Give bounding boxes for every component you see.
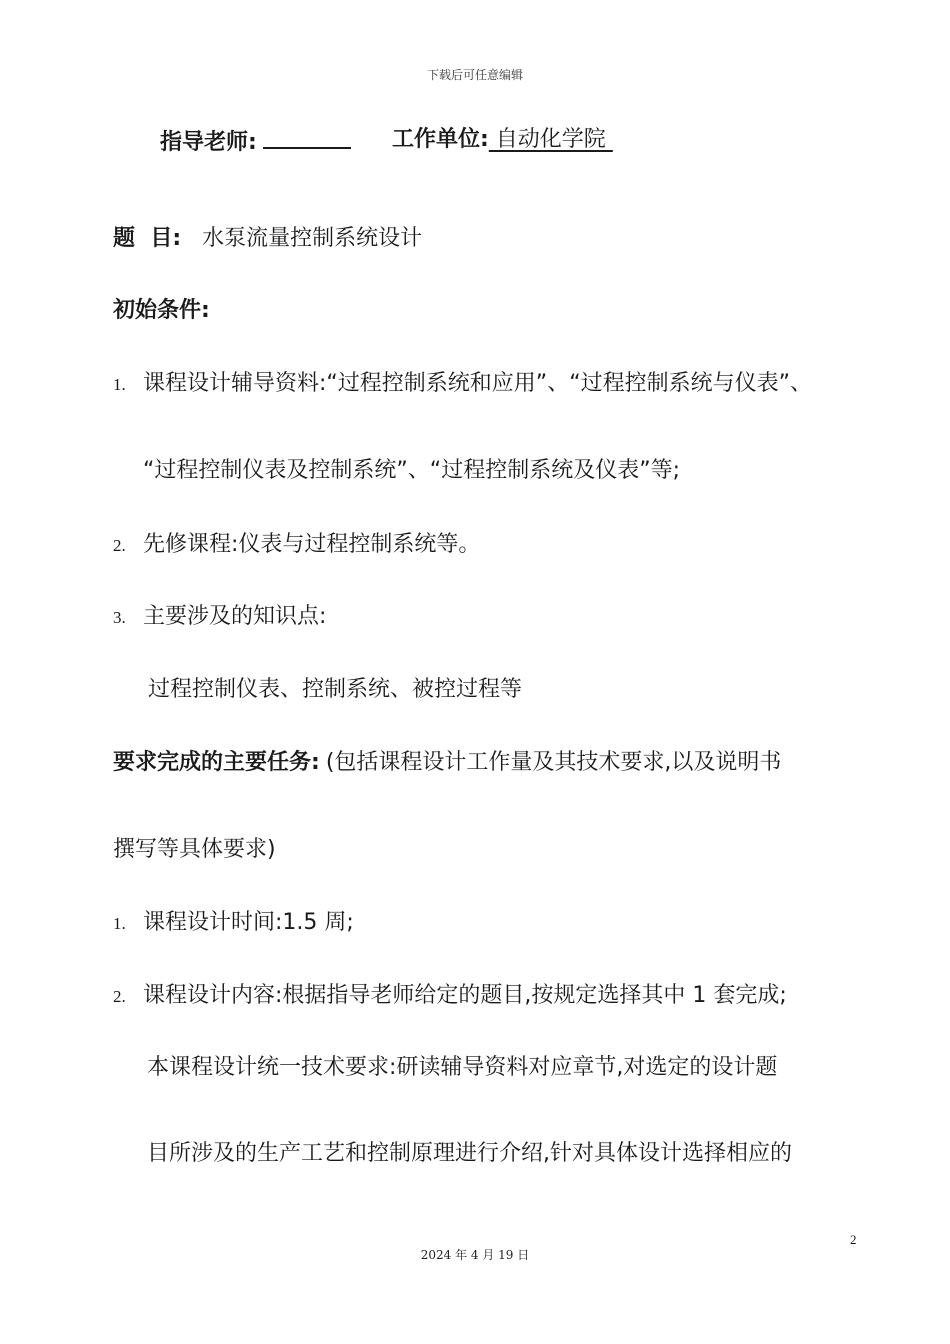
list-text: 先修课程:仪表与过程控制系统等。 xyxy=(143,532,481,557)
list-text: 过程控制仪表、控制系统、被控过程等 xyxy=(148,677,523,702)
tasks-heading-line xyxy=(113,748,781,778)
footer-date: 2024 年 4 月 19 日 xyxy=(420,1248,530,1262)
list-item xyxy=(113,369,812,400)
list-number: 2. xyxy=(113,987,126,1006)
initial-conditions-heading: 初始条件: xyxy=(113,298,210,323)
list-item xyxy=(113,908,354,939)
tasks-heading-note: (包括课程设计工作量及其技术要求,以及说明书 xyxy=(325,750,782,775)
work-unit-line xyxy=(392,125,613,155)
list-item-continuation xyxy=(143,456,680,486)
title-value: 水泵流量控制系统设计 xyxy=(202,226,423,251)
list-item xyxy=(113,530,480,561)
list-item-continuation xyxy=(147,1139,792,1169)
list-text: “过程控制仪表及控制系统”、“过程控制系统及仪表”等; xyxy=(143,458,681,483)
list-item-continuation xyxy=(147,1053,777,1083)
list-text: 课程设计内容:根据指导老师给定的题目,按规定选择其中 1 套完成; xyxy=(143,983,787,1008)
list-text: 课程设计辅导资料:“过程控制系统和应用”、“过程控制系统与仪表”、 xyxy=(143,371,813,396)
title-line xyxy=(113,224,422,254)
advisor-line xyxy=(160,125,351,158)
work-unit-label: 工作单位: xyxy=(392,127,489,152)
list-item xyxy=(113,602,326,633)
tasks-heading-note-cont: 撰写等具体要求) xyxy=(113,837,276,862)
work-unit-value: 自动化学院 xyxy=(488,127,613,152)
header-note: 下载后可任意编辑 xyxy=(426,68,523,82)
list-number: 2. xyxy=(113,536,126,555)
list-item xyxy=(113,981,787,1012)
list-number: 1. xyxy=(113,914,126,933)
list-text: 本课程设计统一技术要求:研读辅导资料对应章节,对选定的设计题 xyxy=(147,1055,778,1080)
title-label: 题 目: xyxy=(113,226,182,251)
list-number: 1. xyxy=(113,375,126,394)
list-text: 课程设计时间:1.5 周; xyxy=(143,910,354,935)
tasks-heading: 要求完成的主要任务: xyxy=(113,750,320,775)
list-text: 目所涉及的生产工艺和控制原理进行介绍,针对具体设计选择相应的 xyxy=(147,1141,792,1166)
list-number: 3. xyxy=(113,608,126,627)
advisor-blank xyxy=(263,125,351,149)
list-text: 主要涉及的知识点: xyxy=(143,604,327,629)
list-item-continuation xyxy=(148,675,522,705)
advisor-label: 指导老师: xyxy=(160,130,257,155)
page-number: 2 xyxy=(850,1232,857,1247)
